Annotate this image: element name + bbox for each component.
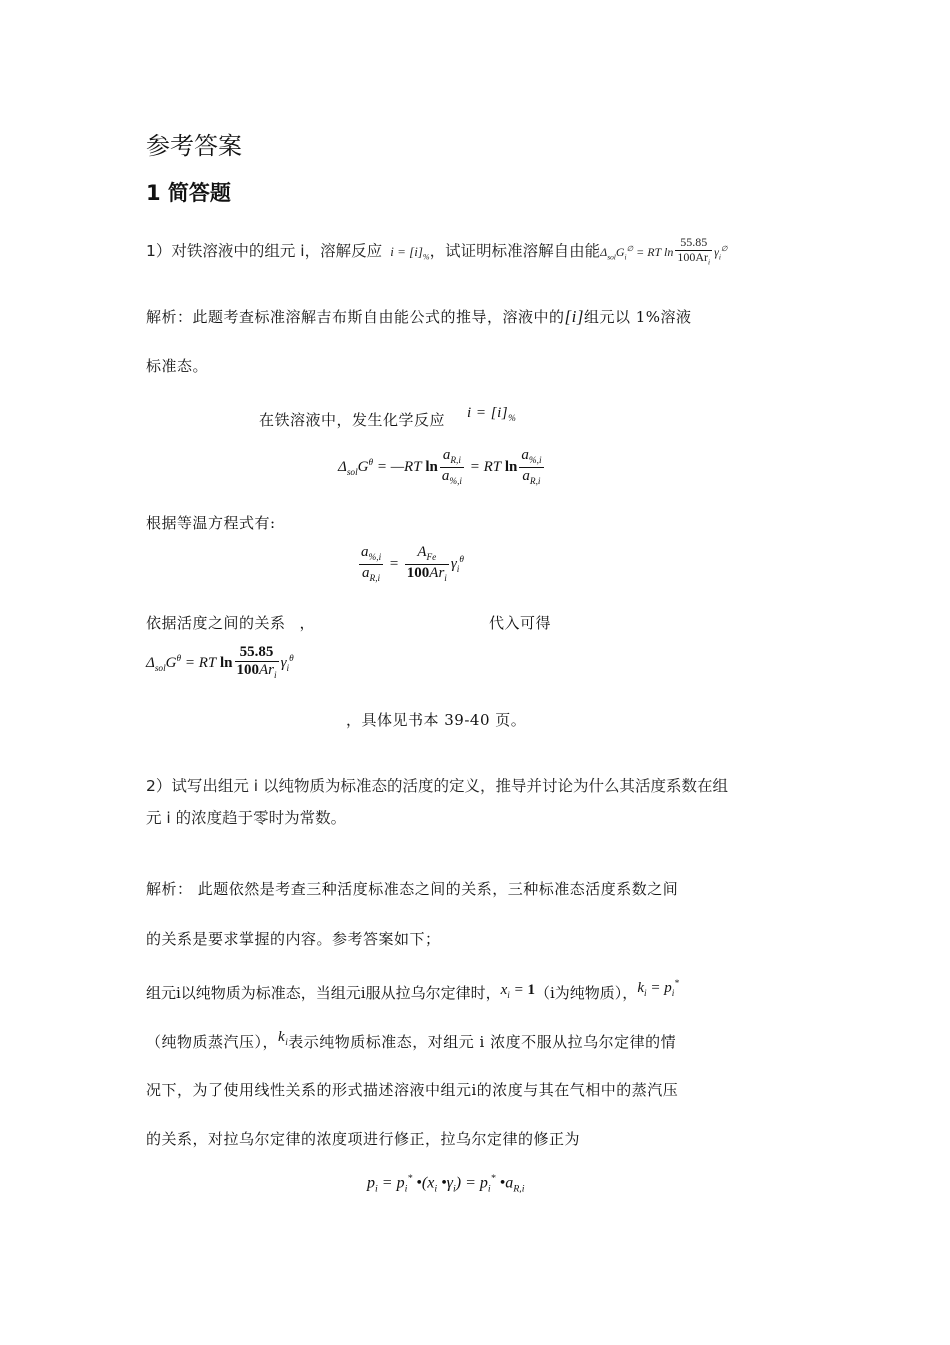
answer-1-text: 解析：此题考查标准溶解吉布斯自由能公式的推导，溶液中的 xyxy=(146,308,565,326)
fraction-numerator: 55.85 xyxy=(675,236,712,251)
question-2-line-2: 元 i 的浓度趋于零时为常数。 xyxy=(146,809,347,827)
question-1-prefix: 1）对铁溶液中的组元 i，溶解反应 xyxy=(146,241,383,260)
answer-2-line-4: （纯物质蒸汽压），$k_i$表示纯物质标准态，对组元 i 浓度不服从拉乌尔定律的情 xyxy=(146,1029,677,1051)
answer-2-line-5: 况下，为了使用线性关系的形式描述溶液中组元i的浓度与其在气相中的蒸汽压 xyxy=(146,1081,679,1099)
question-2-line-1: 2）试写出组元 i 以纯物质为标准态的活度的定义，推导并讨论为什么其活度系数在组 xyxy=(146,777,729,795)
equation-raoult-modified: $p_i = p_i^*$ $•(x_i$ $•\gamma_i) = p_i^*$ $•a_{R,i}$ xyxy=(367,1173,525,1195)
question-1: 1）对铁溶液中的组元 i，溶解反应 $i = [i]_{\%}$，试证明标准溶解自由能$\Delta_{sol}G_i^\emptyset$ = RT ln $\frac{55.85}{100Ar_i}$ $\gamma_i^\emptyset$ xyxy=(146,235,728,267)
book-reference: ，具体见书本 39-40 页。 xyxy=(346,711,527,729)
answer-1-line-2: 标准态。 xyxy=(146,357,209,375)
relation-label: 依据活度之间的关系 xyxy=(146,614,286,632)
answer-1-text-b: 组元以 1%溶液 xyxy=(583,308,692,326)
equation-gibbs-1: $\Delta_{sol}G^\theta$ = —RT ln $\frac{a_{R,i}}{a_{\%,i}}$ = RT ln $\frac{a_{\%,i}}{a_{R,i}}$ xyxy=(338,447,542,487)
final-numerator: 55.85 xyxy=(235,644,279,662)
equation-activity-ratio: $\frac{a_{\%,i}}{a_{R,i}}$ = $\frac{A_{Fe}}{100Ar_i}$ $\gamma_i^\theta$ xyxy=(361,544,464,584)
answer-2-line-2: 的关系是要求掌握的内容。参考答案如下； xyxy=(146,930,441,948)
gibbs-formula: $\Delta_{sol}G_i^\emptyset$ = RT ln xyxy=(600,243,674,262)
reaction-formula: $i = [i]_{\%}$ xyxy=(387,243,430,262)
answer-2-line-4b: 表示纯物质标准态，对组元 i 浓度不服从拉乌尔定律的情 xyxy=(288,1033,677,1051)
bracket-i: [i] xyxy=(564,307,584,326)
question-1-middle: ，试证明标准溶解自由能 xyxy=(429,241,601,260)
fraction-denominator: 100Ar xyxy=(677,249,708,264)
answer-1-line-1 xyxy=(146,306,692,327)
page-title: 参考答案 xyxy=(146,132,242,160)
gibbs-fraction: $\frac{55.85}{100Ar_i}$ xyxy=(677,235,711,267)
relation-text xyxy=(146,612,315,633)
answer-2-line-6: 的关系，对拉乌尔定律的浓度项进行修正，拉乌尔定律的修正为 xyxy=(146,1130,581,1148)
answer-2-line-3b: （i为纯物质）， xyxy=(535,984,638,1002)
answer-2-line-4a: （纯物质蒸汽压）， xyxy=(146,1033,279,1051)
substitute-text: 代入可得 xyxy=(489,614,552,632)
in-iron-text: 在铁溶液中，发生化学反应 xyxy=(259,411,446,429)
final-denominator: 100 xyxy=(236,662,259,679)
answer-2-line-3: 组元i以纯物质为标准态，当组元i服从拉乌尔定律时，$x_i = 1(i$为纯物质），$k_i = p_i^*$ xyxy=(146,979,679,1002)
answer-1-reaction-line: 在铁溶液中，发生化学反应 $i = [i]_{\%}$ xyxy=(259,405,517,429)
section-heading: 1 简答题 xyxy=(146,181,231,205)
isotherm-text: 根据等温方程式有: xyxy=(146,514,276,532)
answer-2-line-1: 解析： 此题依然是考查三种活度标准态之间的关系，三种标准态活度系数之间 xyxy=(146,880,679,898)
answer-2-line-3a: 组元i以纯物质为标准态，当组元i服从拉乌尔定律时， xyxy=(146,984,501,1002)
equation-gibbs-final: $\Delta_{sol}G^\theta$ = RT ln $\frac{55.85}{100Ar_i}$ $\gamma_i^\theta$ xyxy=(146,644,294,682)
relation-comma: ， xyxy=(299,614,316,632)
